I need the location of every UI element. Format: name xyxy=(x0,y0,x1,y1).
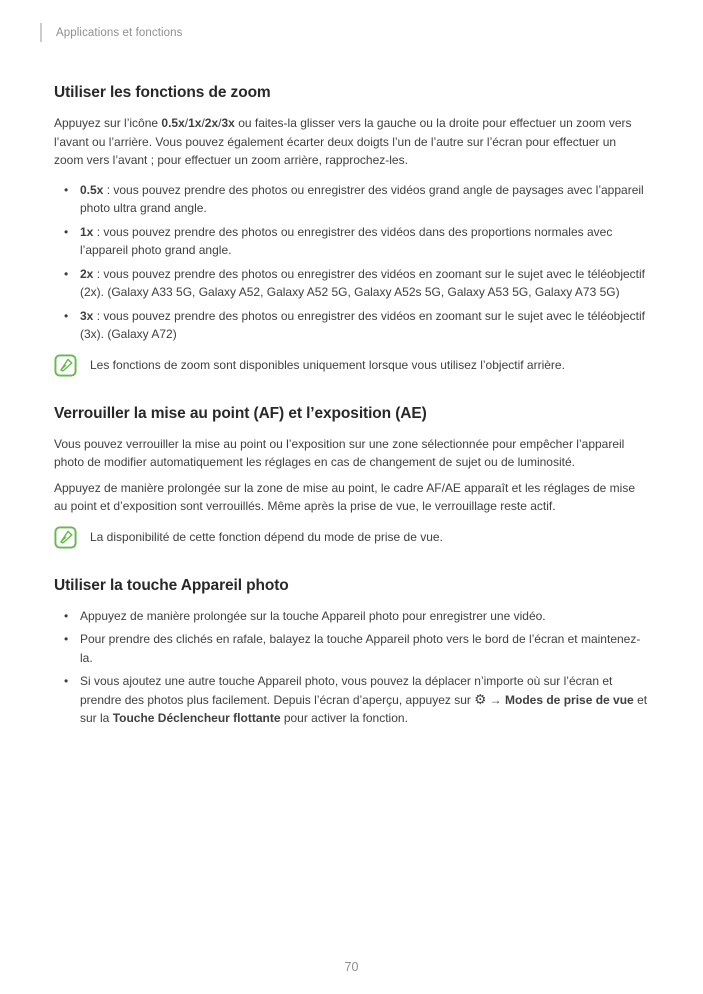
page-content xyxy=(54,84,648,736)
header-accent-bar xyxy=(40,23,42,42)
page-number: 70 xyxy=(344,960,359,974)
note-text: La disponibilité de cette fonction dépend du mode de prise de vue. xyxy=(90,529,443,544)
note xyxy=(54,526,648,549)
breadcrumb: Applications et fonctions xyxy=(56,26,183,39)
list-item: • 2x : vous pouvez prendre des photos ou enregistrer des vidéos en zoomant sur le sujet avec le téléobjectif (2x). (Galaxy A33 5G, Galaxy A52, Galaxy A52 5G, Galaxy A52s 5G, Galaxy A53 5G, Galaxy A73 5G) xyxy=(54,265,648,302)
section-heading: Utiliser la touche Appareil photo xyxy=(54,576,289,594)
section-zoom-functions xyxy=(54,84,648,377)
note-text: Les fonctions de zoom sont disponibles uniquement lorsque vous utilisez l’objectif arrière. xyxy=(90,357,565,372)
section-heading: Verrouiller la mise au point (AF) et l’exposition (AE) xyxy=(54,404,427,422)
paragraph: Appuyez sur l’icône 0.5x/1x/2x/3x ou faites-la glisser vers la gauche ou la droite pour effectuer un zoom vers l’avant ou l’arrière. Vous pouvez également écarter deux doigts l’un de l’autre sur l’écran pour effectuer un zoom vers l’avant ; pour effectuer un zoom arrière, rapprochez-les. xyxy=(54,116,632,167)
gear-icon: ⚙ xyxy=(474,691,487,708)
section-camera-button xyxy=(54,577,648,728)
list-item: • 1x : vous pouvez prendre des photos ou enregistrer des vidéos dans des proportions normales avec l’appareil photo grand angle. xyxy=(54,223,648,260)
section-heading: Utiliser les fonctions de zoom xyxy=(54,84,271,101)
list-item: • 3x : vous pouvez prendre des photos ou enregistrer des vidéos en zoomant sur le sujet avec le téléobjectif (3x). (Galaxy A72) xyxy=(54,307,648,344)
list-item: • Appuyez de manière prolongée sur la touche Appareil photo pour enregistrer une vidéo. xyxy=(54,607,648,626)
list-item: • Pour prendre des clichés en rafale, balayez la touche Appareil photo vers le bord de l’écran et maintenez-la. xyxy=(54,630,648,667)
note-icon xyxy=(54,354,77,377)
paragraph: Vous pouvez verrouiller la mise au point ou l’exposition sur une zone sélectionnée pour empêcher l’appareil photo de modifier automatiquement les réglages en cas de changement de sujet ou de luminosité. xyxy=(54,436,625,469)
note xyxy=(54,354,648,377)
page-header xyxy=(40,23,183,42)
list-item: • Si vous ajoutez une autre touche Appareil photo, vous pouvez la déplacer n’importe où sur l’écran et prendre des photos plus facilement. Depuis l’écran d’aperçu, appuyez sur ⚙ → Modes de prise de vue et sur la Touche Déclencheur flottante pour activer la fonction. xyxy=(54,672,648,728)
paragraph: Appuyez de manière prolongée sur la zone de mise au point, le cadre AF/AE apparaît et les réglages de mise au point et d’exposition sont verrouillés. Même après la prise de vue, le verrouillage reste actif. xyxy=(54,480,636,513)
bullet-list xyxy=(54,181,648,344)
section-af-ae-lock xyxy=(54,405,648,549)
list-item: • 0.5x : vous pouvez prendre des photos ou enregistrer des vidéos grand angle de paysages avec l’appareil photo ultra grand angle. xyxy=(54,181,648,218)
bullet-list xyxy=(54,607,648,728)
note-icon xyxy=(54,526,77,549)
